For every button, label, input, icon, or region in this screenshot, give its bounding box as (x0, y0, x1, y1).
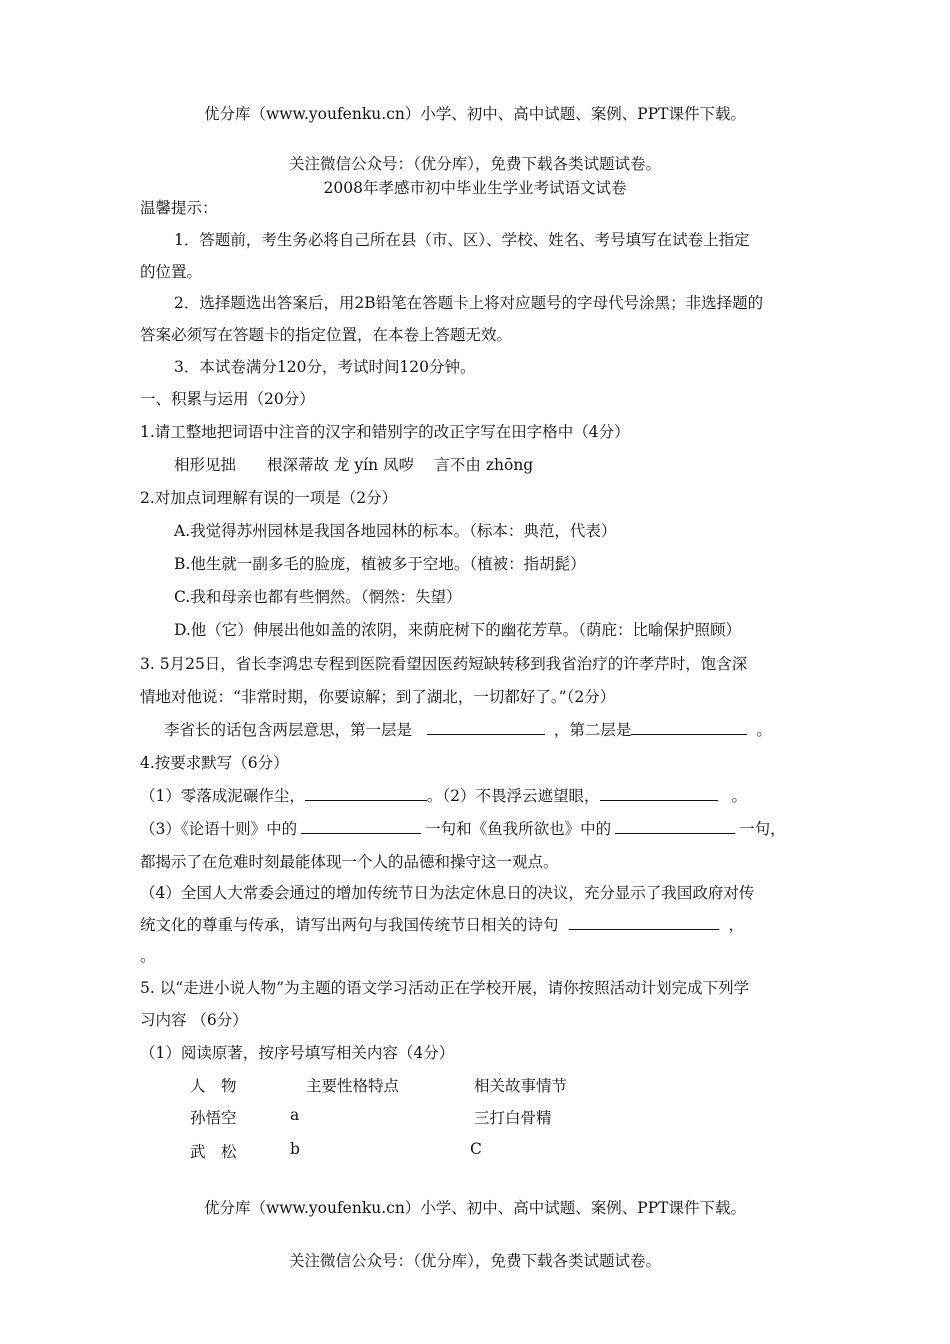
question-2-stem: 2.对加点词理解有误的一项是（2分） (140, 489, 398, 507)
question-1-stem: 1.请工整地把词语中注音的汉字和错别字的改正字写在田字格中（4分） (140, 423, 630, 441)
table-header-character: 人 物 (190, 1077, 237, 1095)
answer-blank[interactable] (600, 786, 718, 801)
tip-2-line-2: 答案必须写在答题卡的指定位置，在本卷上答题无效。 (140, 326, 513, 344)
question-3-part-3: 。 (756, 721, 772, 739)
table-header-story: 相关故事情节 (474, 1077, 568, 1095)
answer-blank[interactable] (569, 915, 719, 930)
question-2-option-d: D.他（它）伸展出他如盖的浓阴，来荫庇树下的幽花芳草。（荫庇：比喻保护照顾） (174, 621, 742, 639)
question-3-line-1: 3. 5月25日，省长李鸿忠专程到医院看望因医药短缺转移到我省治疗的许孝芹时，饱含深 (140, 655, 748, 673)
header-line-2: 关注微信公众号：（优分库），免费下载各类试题试卷。 (288, 155, 661, 173)
table-row-2-story: C (470, 1140, 482, 1158)
header-line-1: 优分库（www.youfenku.cn）小学、初中、高中试题、案例、PPT课件下载。 (203, 105, 747, 123)
question-4-item-2-end: 。 (731, 787, 748, 805)
question-4-items-1-2 (140, 784, 747, 806)
question-4-item-3-part-b: 一句和《鱼我所欲也》中的 (425, 820, 612, 838)
answer-blank[interactable] (631, 720, 747, 735)
answer-blank[interactable] (301, 819, 421, 834)
table-row-2-character: 武 松 (190, 1143, 237, 1161)
question-4-stem: 4.按要求默写（6分） (140, 754, 289, 772)
footer-line-1: 优分库（www.youfenku.cn）小学、初中、高中试题、案例、PPT课件下载。 (203, 1199, 747, 1217)
tips-heading: 温馨提示： (140, 199, 218, 217)
question-4-item-4-part-c: ， (728, 916, 745, 934)
table-row-2-traits: b (290, 1140, 300, 1158)
tip-1-line-1: 1．答题前，考生务必将自己所在县（市、区）、学校、姓名、考号填写在试卷上指定 (174, 231, 750, 249)
tip-3: 3．本试卷满分120分，考试时间120分钟。 (174, 358, 476, 376)
question-4-item-3-line-2: 都揭示了在危难时刻最能体现一个人的品德和操守这一观点。 (140, 853, 559, 871)
table-row-1-character: 孙悟空 (190, 1109, 237, 1127)
answer-blank[interactable] (305, 786, 427, 801)
question-4-item-3-part-a: （3）《论语十则》中的 (140, 820, 298, 838)
question-2-option-a: A.我觉得苏州园林是我国各地园林的标本。（标本：典范，代表） (174, 522, 617, 540)
question-4-item-3-part-c: 一句， (739, 820, 786, 838)
question-4-item-1: （1）零落成泥碾作尘， (140, 787, 305, 805)
question-2-option-c: C.我和母亲也都有些惘然。（惘然：失望） (174, 588, 462, 606)
question-5-sub-1: （1）阅读原著，按序号填写相关内容（4分） (140, 1044, 455, 1062)
question-3-line-2: 情地对他说：“非常时期，你要谅解；到了湖北，一切都好了。”（2分） (140, 688, 616, 706)
question-2-option-b: B.他生就一副多毛的脸庞，植被多于空地。（植被：指胡髭） (174, 555, 586, 573)
question-4-item-2: 。（2）不畏浮云遮望眼， (426, 787, 600, 805)
footer-line-2: 关注微信公众号：（优分库），免费下载各类试题试卷。 (288, 1252, 661, 1270)
question-4-item-3-line-1 (140, 817, 786, 839)
table-row-1-traits: a (290, 1106, 300, 1124)
answer-blank[interactable] (615, 819, 735, 834)
section-1-heading: 一、积累与运用（20分） (140, 390, 315, 408)
question-5-line-1: 5. 以“走进小说人物”为主题的语文学习活动正在学校开展，请你按照活动计划完成下列学 (140, 979, 750, 997)
tip-1-line-2: 的位置。 (140, 263, 203, 281)
question-5-line-2: 习内容 （6分） (140, 1011, 248, 1029)
question-4-item-4-line-2 (140, 913, 744, 935)
question-3-part-1: 李省长的话包含两层意思，第一层是 (164, 721, 413, 739)
table-header-traits: 主要性格特点 (306, 1077, 400, 1095)
question-4-item-4-line-3: 。 (140, 947, 156, 965)
table-row-1-story: 三打白骨精 (474, 1109, 552, 1127)
exam-title: 2008年孝感市初中毕业生学业考试语文试卷 (323, 179, 627, 197)
answer-blank[interactable] (427, 720, 545, 735)
question-1-words: 相形见拙 根深蒂故 龙 yín 凤哕 言不由 zhōng (174, 456, 534, 474)
question-4-item-4-line-1: （4）全国人大常委会通过的增加传统节日为法定休息日的决议，充分显示了我国政府对传 (140, 884, 755, 902)
question-3-prompt (164, 718, 772, 740)
question-3-part-2: ，第二层是 (553, 721, 632, 739)
question-4-item-4-part-b: 统文化的尊重与传承，请写出两句与我国传统节日相关的诗句 (140, 916, 559, 934)
tip-2-line-1: 2．选择题选出答案后，用2B铅笔在答题卡上将对应题号的字母代号涂黑；非选择题的 (174, 294, 764, 312)
